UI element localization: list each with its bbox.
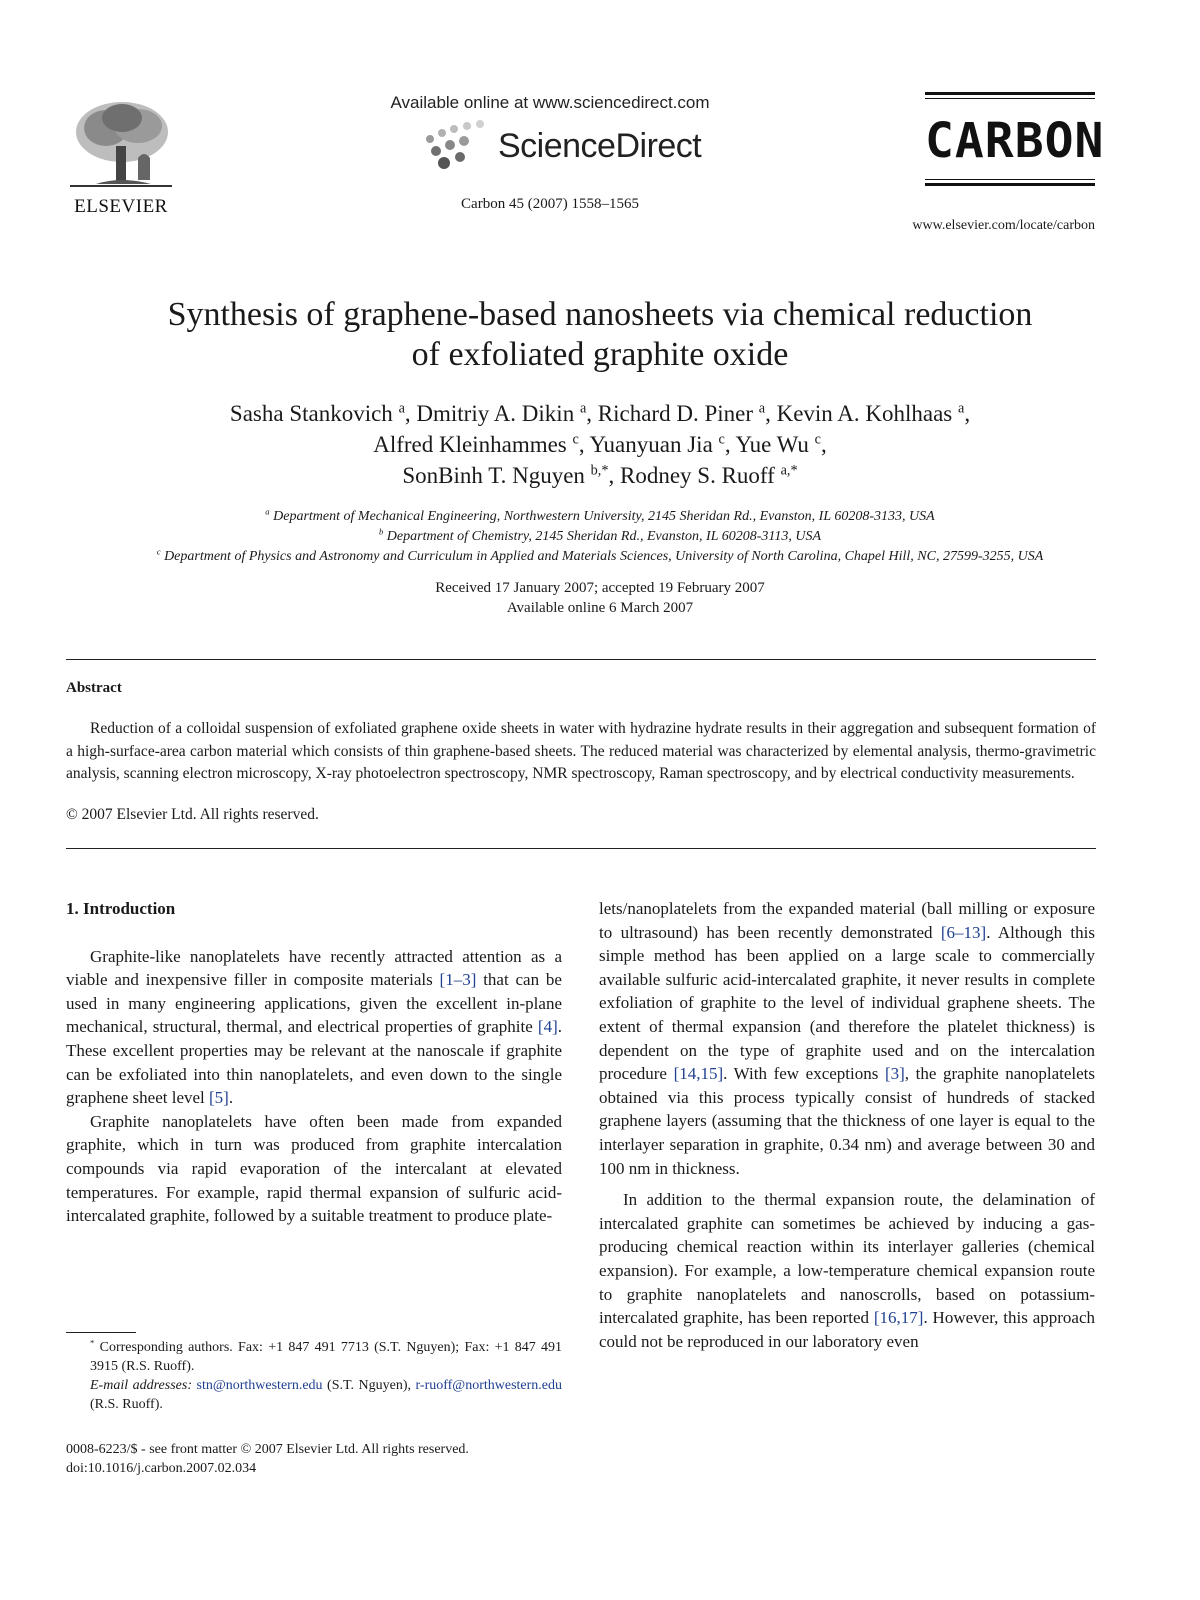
- author-name: Kevin A. Kohlhaas: [776, 401, 953, 426]
- masthead-rule: [925, 98, 1095, 99]
- article-dates: [300, 578, 900, 618]
- abstract-copyright: © 2007 Elsevier Ltd. All rights reserved.: [66, 806, 319, 823]
- citation-link[interactable]: [16,17]: [873, 1308, 924, 1328]
- author-name: Richard D. Piner: [597, 401, 753, 426]
- paragraph: Graphite nanoplatelets have often been made from expanded graphite, which in turn was produced from graphite intercalation compounds via rapid evaporation of the intercalant at elevated temperatures. For example, rapid thermal expansion of sulfuric acid-intercalated graphite, followed by a suitable treatment to produce plate-: [66, 1111, 562, 1226]
- affiliations: [40, 507, 1160, 567]
- citation-link[interactable]: [6–13]: [940, 922, 987, 942]
- email-addresses: E-mail addresses: stn@northwestern.edu (S.T. Nguyen), r-ruoff@northwestern.edu (R.S. Ruoff).: [90, 1378, 563, 1412]
- author-name: Alfred Kleinhammes: [373, 432, 567, 457]
- available-date: Available online 6 March 2007: [506, 600, 694, 616]
- author-affil-mark: a: [579, 400, 587, 417]
- body-column-left: [66, 897, 562, 1228]
- masthead-rule: [925, 92, 1095, 95]
- citation-link[interactable]: [3]: [884, 1064, 905, 1084]
- author-affil-mark: a,*: [780, 462, 798, 479]
- author-name: Dmitriy A. Dikin: [416, 401, 575, 426]
- author-affil-mark: c: [814, 431, 821, 448]
- citation-link[interactable]: [1–3]: [439, 970, 477, 990]
- author-name: SonBinh T. Nguyen: [402, 463, 585, 488]
- author-affil-mark: a: [958, 400, 965, 417]
- paragraph: Graphite-like nanoplatelets have recently attracted attention as a viable and inexpensive filler in composite materials [1–3] that can be used in many engineering applications, given the excellent in-plane mechanical, structural, thermal, and electrical properties of graphite [4]. These excellent properties may be relevant at the nanoscale if graphite can be exfoliated into thin nanoplatelets, and even down to the single graphene sheet level [5].: [66, 946, 562, 1108]
- citation-link[interactable]: [4]: [537, 1017, 558, 1037]
- author-affil-mark: b,*: [590, 462, 609, 479]
- citation-link[interactable]: [5]: [209, 1088, 229, 1108]
- author-name: Yue Wu: [735, 432, 809, 457]
- footnote: [66, 1338, 562, 1414]
- available-online-text: Available online at www.sciencedirect.com: [390, 93, 710, 112]
- citation-link[interactable]: [14,15]: [673, 1064, 724, 1084]
- affiliation-line: $^a$ Department of Mechanical Engineering, Northwestern University, 2145 Sheridan Rd., Evanston, IL 60208-3133, USA: [265, 506, 935, 524]
- doi-line[interactable]: doi:10.1016/j.carbon.2007.02.034: [66, 1461, 257, 1476]
- author-name: Sasha Stankovich: [229, 401, 393, 426]
- sciencedirect-dots-icon: [420, 117, 492, 172]
- author-affil-mark: c: [572, 431, 579, 448]
- divider: [66, 659, 1096, 660]
- front-matter: [66, 1440, 586, 1478]
- abstract-text: Reduction of a colloidal suspension of exfoliated graphene oxide sheets in water with hydrazine hydrate results in their aggregation and subsequent formation of a high-surface-area carbon material which consists of thin graphene-based sheets. The reduced material was characterized by elemental analysis, thermo-gravimetric analysis, scanning electron microscopy, X-ray photoelectron spectroscopy, NMR spectroscopy, Raman spectroscopy, and by electrical conductivity measurements.: [66, 720, 1096, 782]
- journal-url-link[interactable]: www.elsevier.com/locate/carbon: [912, 218, 1095, 233]
- author-name: Yuanyuan Jia: [589, 432, 713, 457]
- journal-citation: Carbon 45 (2007) 1558–1565: [461, 196, 639, 212]
- author-affil-mark: a: [398, 400, 405, 417]
- author-list: Sasha Stankovich $^a$, Dmitriy A. Dikin $^a$, Richard D. Piner $^a$, Kevin A. Kohlhaas $^a$, Alfred Kleinhammes $^c$, Yuanyuan Jia $^c$, Yue Wu $^c$, SonBinh T. Nguyen $^{b,*}$, Rodney S. Ruoff $^{a,*}$: [229, 400, 971, 488]
- divider: [66, 848, 1096, 849]
- author-affil-mark: a: [758, 400, 766, 417]
- author-affil-mark: c: [718, 431, 725, 448]
- elsevier-logo: [66, 98, 176, 218]
- article-title: Synthesis of graphene-based nanosheets via chemical reduction of exfoliated graphite oxide: [167, 296, 1033, 373]
- footnote-rule: [66, 1332, 136, 1333]
- elsevier-tree-icon: [66, 98, 176, 190]
- abstract-heading: Abstract: [66, 680, 122, 696]
- section-heading: 1. Introduction: [66, 899, 176, 918]
- received-date: Received 17 January 2007; accepted 19 February 2007: [435, 580, 765, 596]
- affiliation-line: $^c$ Department of Physics and Astronomy and Curriculum in Applied and Materials Sciences, University of North Carolina, Chapel Hill, NC, 27599-3255, USA: [156, 546, 1044, 564]
- corresponding-author-note: * Corresponding authors. Fax: +1 847 491 7713 (S.T. Nguyen); Fax: +1 847 491 3915 (R.S. Ruoff).: [90, 1337, 563, 1374]
- paragraph: lets/nanoplatelets from the expanded material (ball milling or exposure to ultrasound) has been recently demonstrated [6–13]. Although this simple method has been applied on a large scale to commercially available sulfuric acid-intercalated graphite, it never results in complete exfoliation of graphite to the level of individual graphene sheets. The extent of thermal expansion (and therefore the platelet thickness) is dependent on the type of graphite used and on the intercalation procedure [14,15]. With few exceptions [3], the graphite nanoplatelets obtained via this process typically consist of hundreds of stacked graphene layers (assuming that the thickness of one layer is equal to the interlayer separation in graphite, 0.34 nm) and average between 30 and 100 nm in thickness.: [599, 899, 1095, 1178]
- issn-line: 0008-6223/$ - see front matter © 2007 Elsevier Ltd. All rights reserved.: [66, 1442, 469, 1457]
- email-link[interactable]: stn@northwestern.edu: [196, 1378, 323, 1393]
- masthead-rule: [925, 183, 1095, 186]
- email-link[interactable]: r-ruoff@northwestern.edu: [415, 1378, 563, 1393]
- affiliation-line: $^b$ Department of Chemistry, 2145 Sheridan Rd., Evanston, IL 60208-3113, USA: [378, 526, 822, 544]
- journal-name: CARBON: [925, 113, 1105, 169]
- author-name: Rodney S. Ruoff: [619, 463, 775, 488]
- publisher-name: ELSEVIER: [74, 196, 168, 217]
- body-column-right: [599, 897, 1095, 1353]
- paragraph: In addition to the thermal expansion route, the delamination of intercalated graphite can sometimes be achieved by inducing a gas-producing chemical reaction within its interlayer galleries (chemical expansion). For example, a low-temperature chemical expansion route to graphite nanoplatelets and nanoscrolls, based on potassium-intercalated graphite, has been reported [16,17]. However, this approach could not be reproduced in our laboratory even: [599, 1190, 1095, 1351]
- sciencedirect-wordmark: ScienceDirect: [498, 127, 702, 165]
- sciencedirect-logo: [420, 117, 720, 177]
- journal-masthead: [925, 92, 1105, 189]
